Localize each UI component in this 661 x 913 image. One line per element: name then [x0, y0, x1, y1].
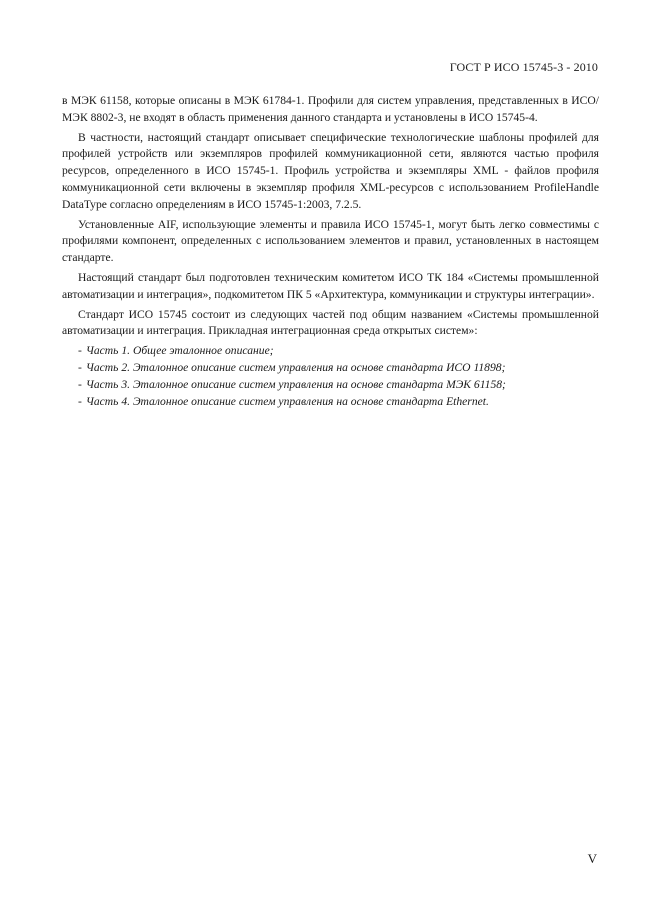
- paragraph-parts-intro: Стандарт ИСО 15745 состоит из следующих частей под общим названием «Системы промышленной автоматизации и интеграция. Прикладная интеграционная среда открытых систем»:: [62, 307, 599, 338]
- document-header: [450, 60, 598, 75]
- list-item: [78, 394, 599, 411]
- list-item-text: Часть 4. Эталонное описание систем управления на основе стандарта Ethernet.: [85, 394, 489, 408]
- list-item-text: Часть 1. Общее эталонное описание;: [85, 344, 274, 358]
- list-dash: -: [78, 344, 82, 358]
- list-item-text: Часть 2. Эталонное описание систем управления на основе стандарта ИСО 11898;: [85, 360, 506, 374]
- document-code: ГОСТ Р ИСО 15745-3 - 2010: [449, 60, 598, 74]
- list-dash: -: [78, 360, 82, 374]
- list-item: [78, 360, 599, 377]
- page-content: [62, 93, 599, 410]
- paragraph-aif: Установленные AIF, использующие элементы и правила ИСО 15745-1, могут быть легко совместимы с профилями компонент, определенных с использованием элементов и правил, установленных в настоящем стандарте.: [62, 217, 599, 265]
- paragraph-profiles: В частности, настоящий стандарт описывает специфические технологические шаблоны профилей для профилей устройств или экземпляров профилей коммуникационной сети, являются частью профиля ресурсов, определенного в ИСО 15745-1. Профиль устройства и экземпляры XML - файлов профиля коммуникационной сети включены в экземпляр профиля XML-ресурсов с использованием ProfileHandle DataType согласно определениям в ИСО 15745-1:2003, 7.2.5.: [62, 130, 599, 211]
- paragraph-committee: Настоящий стандарт был подготовлен техническим комитетом ИСО ТК 184 «Системы промышленной автоматизации и интеграция», подкомитетом ПК 5 «Архитектура, коммуникации и структуры интеграции».: [62, 270, 599, 301]
- list-item: [78, 377, 599, 394]
- list-dash: -: [78, 377, 82, 391]
- list-dash: -: [78, 394, 82, 408]
- page-number: V: [587, 851, 597, 866]
- paragraph-continuation: в МЭК 61158, которые описаны в МЭК 61784-1. Профили для систем управления, представленных в ИСО/МЭК 8802-3, не входят в область применения данного стандарта и установлены в ИСО 15745-4.: [62, 94, 599, 124]
- list-item: [78, 343, 599, 360]
- parts-list: [62, 343, 599, 410]
- list-item-text: Часть 3. Эталонное описание систем управления на основе стандарта МЭК 61158;: [85, 377, 506, 391]
